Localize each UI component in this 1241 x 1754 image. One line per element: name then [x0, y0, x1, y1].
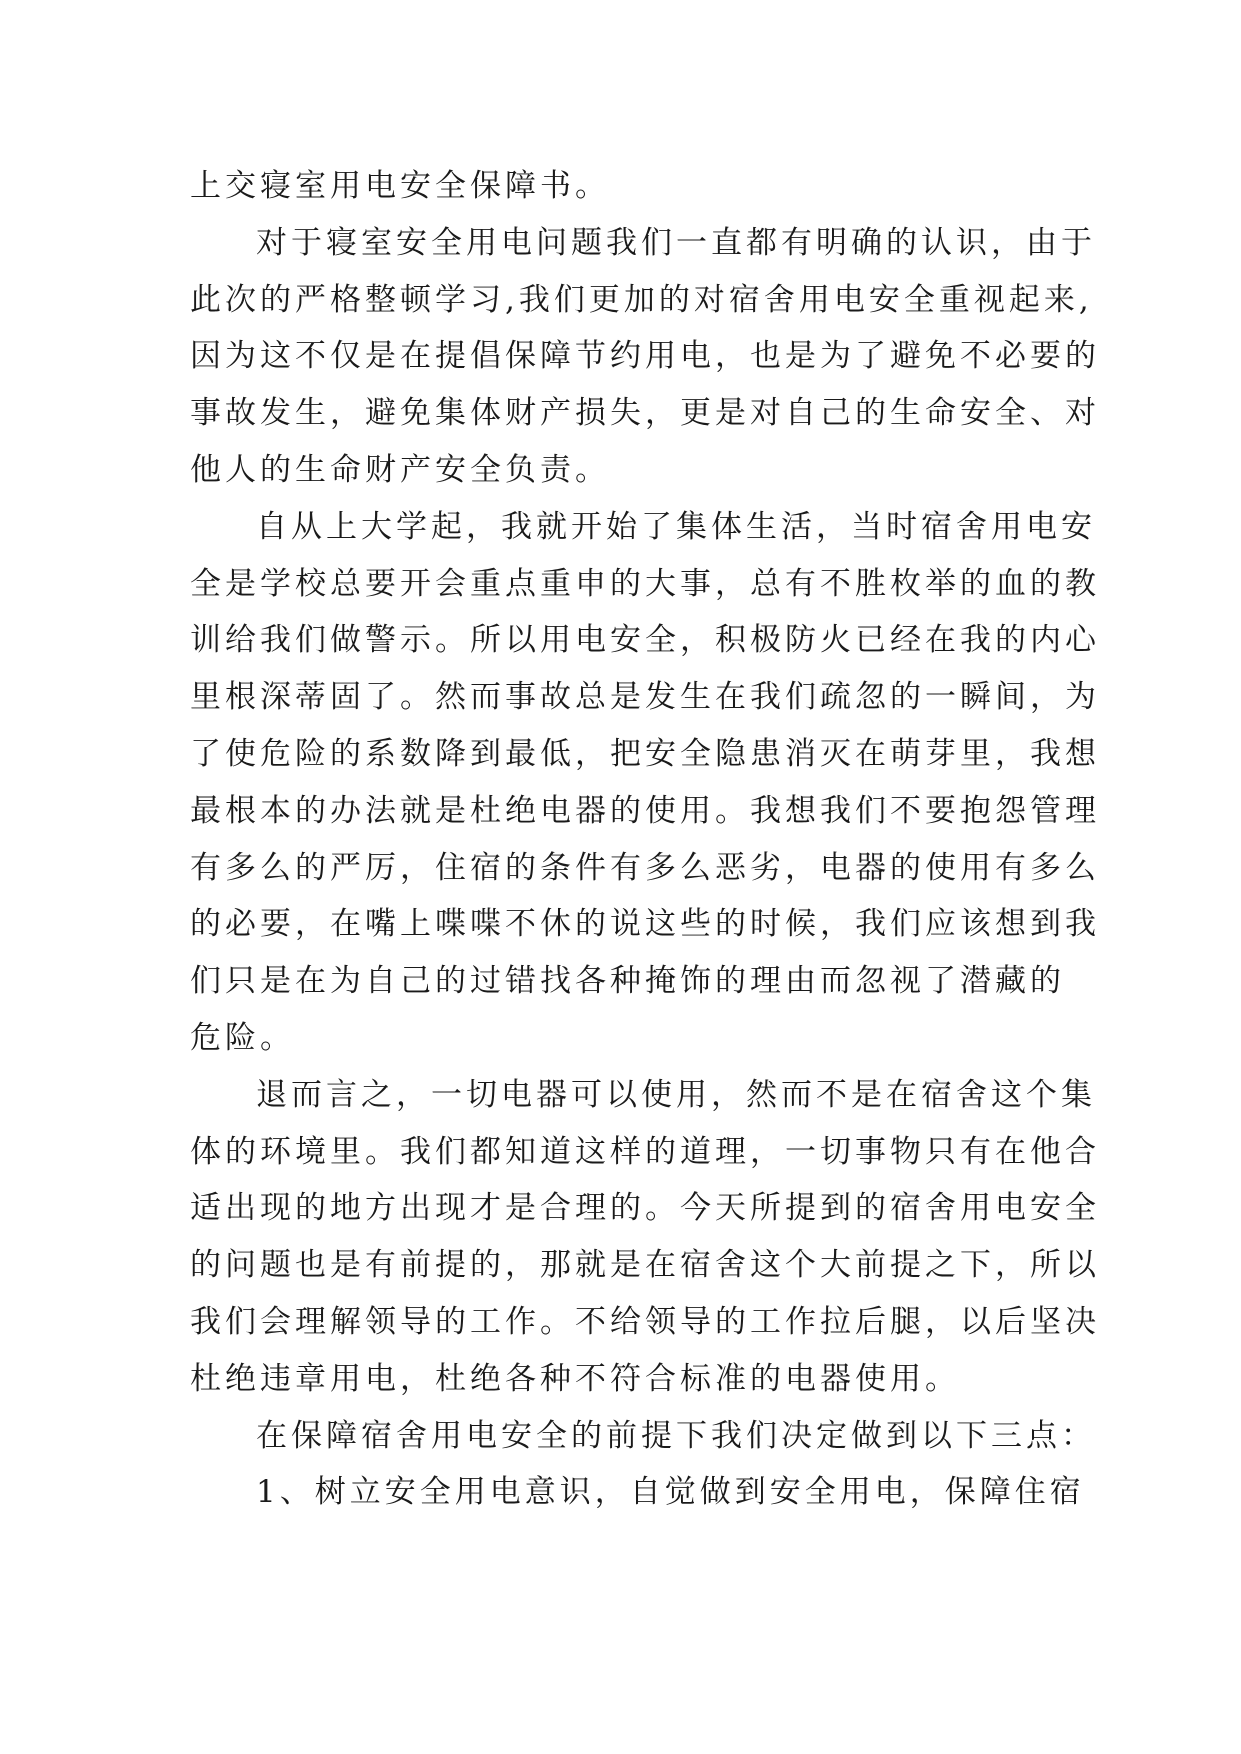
text-line: 里根深蒂固了。然而事故总是发生在我们疏忽的一瞬间，为 — [190, 679, 1100, 716]
text-line: 的必要，在嘴上喋喋不休的说这些的时候，我们应该想到我 — [190, 906, 1100, 943]
text-line: 训给我们做警示。所以用电安全，积极防火已经在我的内心 — [190, 622, 1100, 659]
text-line: 此次的严格整顿学习,我们更加的对宿舍用电安全重视起来, — [190, 281, 1093, 318]
text-line: 因为这不仅是在提倡保障节约用电，也是为了避免不必要的 — [190, 338, 1100, 375]
text-line: 的问题也是有前提的，那就是在宿舍这个大前提之下，所以 — [190, 1247, 1100, 1284]
text-line: 上交寝室用电安全保障书。 — [190, 168, 610, 204]
text-line: 有多么的严厉，住宿的条件有多么恶劣，电器的使用有多么 — [190, 849, 1100, 886]
text-line: 全是学校总要开会重点重申的大事，总有不胜枚举的血的教 — [190, 565, 1100, 602]
text-line: 杜绝违章用电，杜绝各种不符合标准的电器使用。 — [190, 1360, 960, 1397]
text-line: 他人的生命财产安全负责。 — [190, 451, 610, 488]
text-line: 体的环境里。我们都知道这样的道理，一切事物只有在他合 — [190, 1133, 1100, 1170]
text-line: 最根本的办法就是杜绝电器的使用。我想我们不要抱怨管理 — [190, 792, 1100, 829]
text-line: 们只是在为自己的过错找各种掩饰的理由而忽视了潜藏的 — [190, 963, 1065, 1000]
text-line: 在保障宿舍用电安全的前提下我们决定做到以下三点： — [256, 1417, 1096, 1454]
text-line: 退而言之，一切电器可以使用，然而不是在宿舍这个集 — [256, 1076, 1096, 1113]
document-body — [190, 158, 1100, 1521]
text-line: 1、树立安全用电意识，自觉做到安全用电，保障住宿 — [256, 1474, 1085, 1511]
text-line: 事故发生，避免集体财产损失，更是对自己的生命安全、对 — [190, 395, 1100, 432]
text-line: 危险。 — [190, 1019, 295, 1056]
text-line: 对于寝室安全用电问题我们一直都有明确的认识，由于 — [256, 224, 1096, 261]
text-line: 了使危险的系数降到最低，把安全隐患消灭在萌芽里，我想 — [190, 735, 1100, 772]
text-line: 适出现的地方出现才是合理的。今天所提到的宿舍用电安全 — [190, 1190, 1100, 1227]
text-line: 我们会理解领导的工作。不给领导的工作拉后腿，以后坚决 — [190, 1303, 1100, 1340]
text-line: 自从上大学起，我就开始了集体生活，当时宿舍用电安 — [256, 508, 1096, 545]
